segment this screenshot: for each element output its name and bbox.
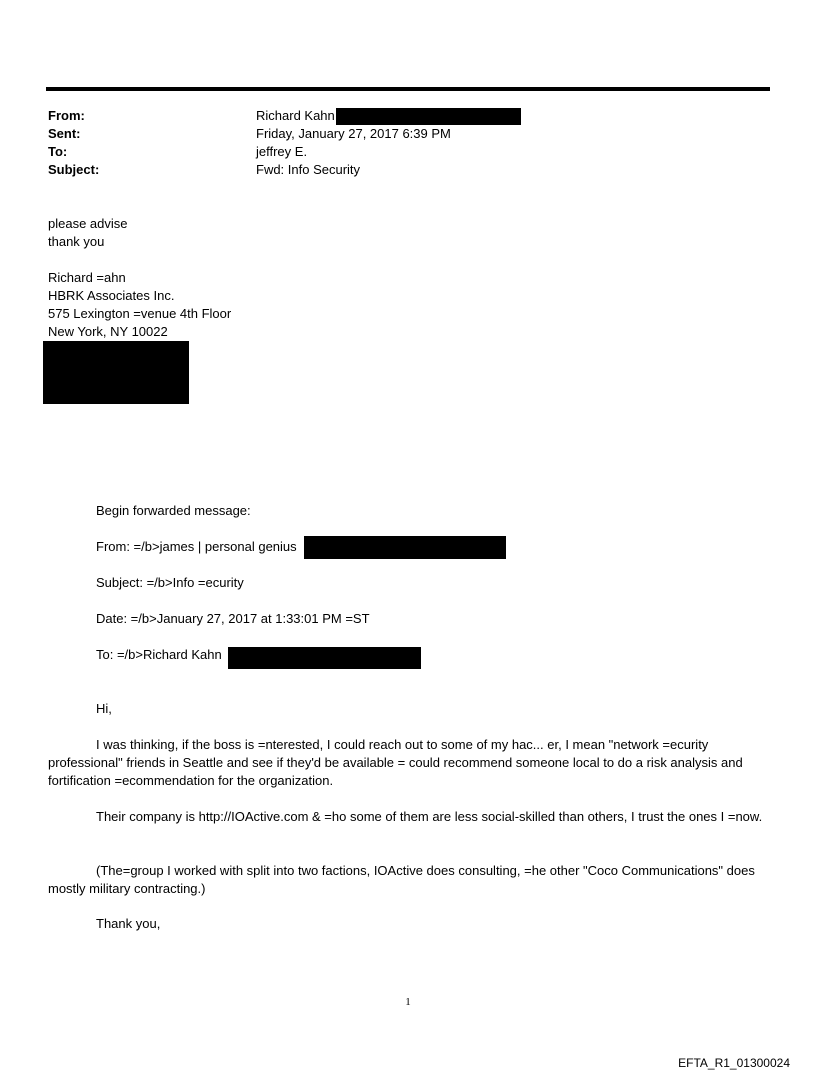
signature-company: HBRK Associates Inc. (48, 288, 175, 303)
signature-city: New York, NY 10022 (48, 324, 168, 339)
to-label: To: (48, 144, 68, 159)
redaction-box (304, 536, 506, 559)
paragraph: Their company is http://IOActive.com & =ho some of them are less social-skilled than others, I trust the ones I =now. (96, 809, 763, 824)
header-divider (46, 87, 770, 91)
signature-name: Richard =ahn (48, 270, 126, 285)
sent-value: Friday, January 27, 2017 6:39 PM (256, 126, 451, 141)
redaction-box (336, 108, 521, 125)
to-value: jeffrey E. (256, 144, 308, 159)
subject-value: Fwd: Info Security (256, 162, 361, 177)
subject-label: Subject: (48, 162, 100, 177)
body-line: thank you (48, 234, 105, 249)
paragraph: (The=group I worked with split into two factions, IOActive does consulting, =he other "Coco Communications" does mostly military contracting.) (48, 863, 755, 896)
from-label: From: (48, 108, 85, 123)
forward-to: To: =/b>Richard Kahn (96, 647, 222, 662)
redaction-box (228, 647, 421, 669)
paragraph: I was thinking, if the boss is =nterested, I could reach out to some of my hac... er, I mean "network =ecurity professional" friends in Seattle and see if they'd be available = could recommend someone local to do a risk analysis and fortification =ecommendation for the organization. (48, 737, 743, 788)
page-number: 1 (405, 996, 411, 1008)
forward-from: From: =/b>james | personal genius (96, 539, 297, 554)
from-value: Richard Kahn (256, 108, 335, 123)
closing: Thank you, (96, 916, 161, 931)
forward-date: Date: =/b>January 27, 2017 at 1:33:01 PM =ST (96, 611, 370, 626)
redaction-box (43, 341, 189, 404)
sent-label: Sent: (48, 126, 81, 141)
greeting: Hi, (96, 701, 112, 716)
body-line: please advise (48, 216, 128, 231)
forward-intro: Begin forwarded message: (96, 503, 251, 518)
forward-subject: Subject: =/b>Info =ecurity (96, 575, 244, 590)
bates-number: EFTA_R1_01300024 (678, 1056, 790, 1070)
signature-address: 575 Lexington =venue 4th Floor (48, 306, 232, 321)
